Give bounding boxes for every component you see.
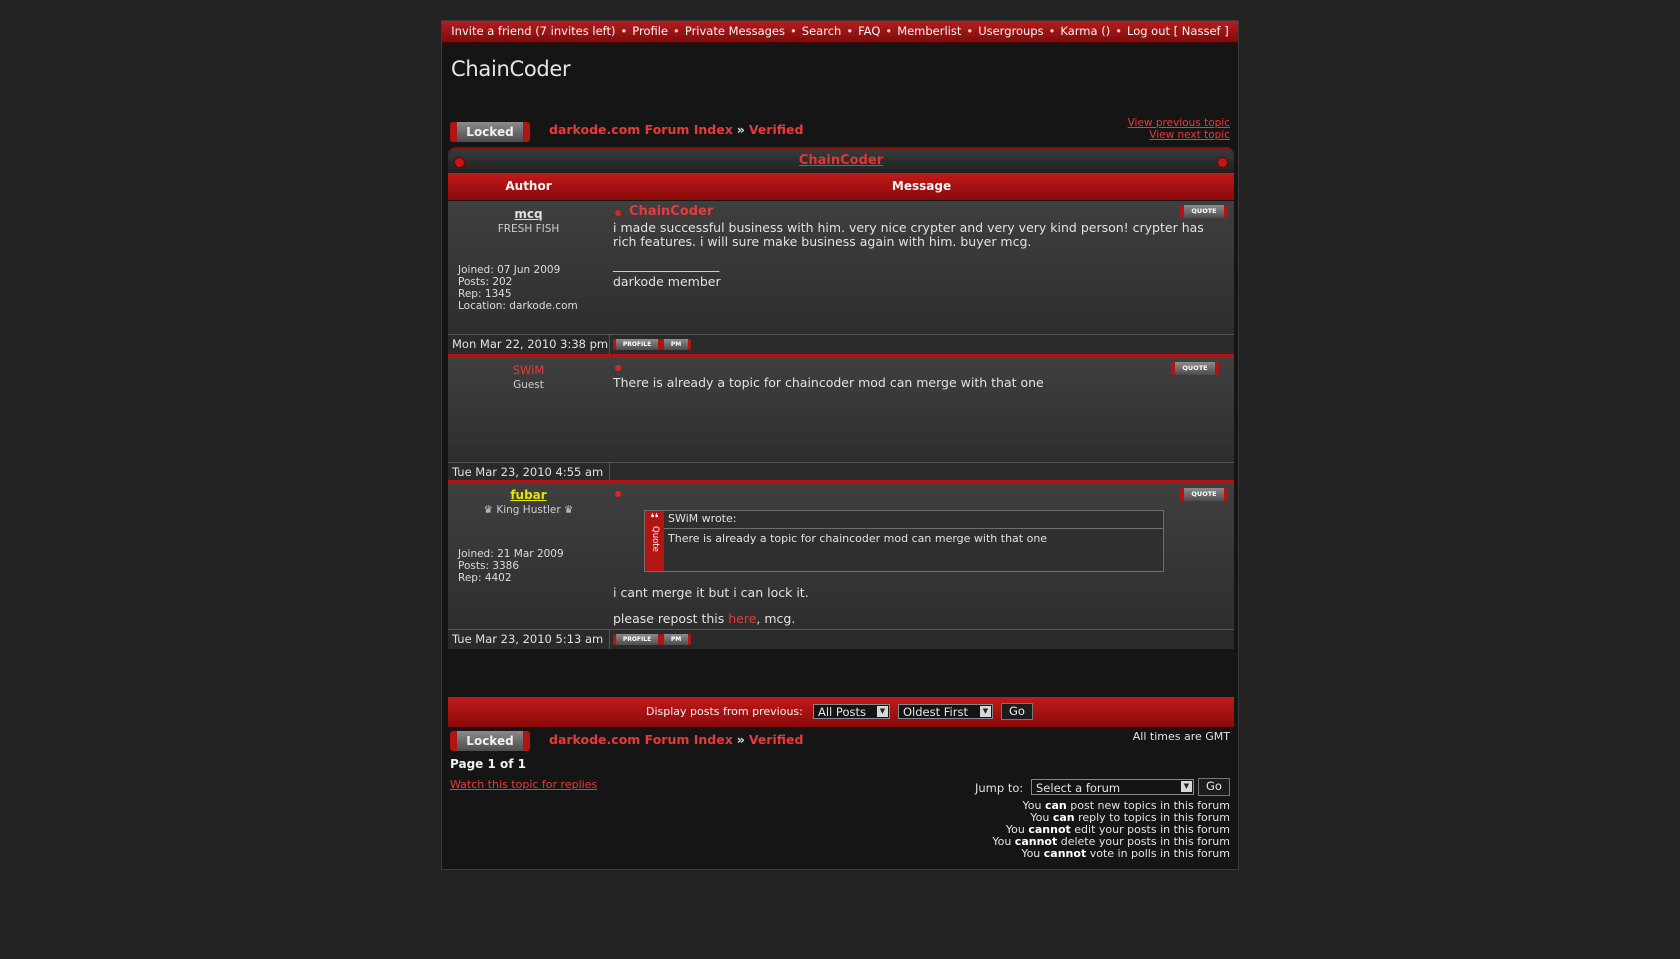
posts-period-value: All Posts [818,705,866,719]
display-options-bar [448,697,1234,727]
post-2 [448,358,1234,462]
post-message-panel [609,358,1234,462]
nav-sep: • [1048,24,1056,38]
display-posts-label: Display posts from previous: [646,705,803,718]
pagination: Page 1 of 1 [450,757,526,771]
post-signature: darkode member [613,274,721,289]
jump-go-button[interactable]: Go [1198,778,1230,796]
locked-button-bottom[interactable]: Locked [450,731,530,751]
view-next-topic-link[interactable]: View next topic [1149,129,1230,141]
post-3 [448,484,1234,629]
author-column-header: Author [505,179,552,193]
nav-sep: • [1115,24,1122,38]
permission-line: You can post new topics in this forum [1022,799,1230,812]
post-author-panel [448,201,610,334]
posts-period-select[interactable] [813,704,890,719]
breadcrumb-separator: » [736,122,745,137]
nav-usergroups[interactable]: Usergroups [978,24,1044,38]
nav-search[interactable]: Search [801,24,842,38]
post-body: There is already a topic for chaincoder mod can merge with that one [613,375,1044,390]
breadcrumb-separator: » [736,732,745,747]
author-rep: Rep: 1345 [458,288,512,300]
nav-invite[interactable]: Invite a friend (7 invites left) [451,24,616,38]
nav-sep: • [620,24,628,38]
message-column-header: Message [891,179,952,193]
nav-logout[interactable]: Log out [ Nassef ] [1126,24,1229,38]
author-rank: Guest [513,379,544,391]
breadcrumb-verified[interactable]: Verified [748,732,804,747]
column-headers [448,173,1234,200]
author-info [458,264,578,312]
body-text-pre: please repost this [613,611,729,626]
profile-button[interactable]: PROFILE [613,339,661,350]
post-message-panel [609,484,1234,629]
breadcrumb-bottom [549,732,803,747]
permission-line: You cannot delete your posts in this forum [992,835,1230,848]
profile-button[interactable]: PROFILE [613,634,661,645]
author-rank: ♛ King Hustler ♛ [483,504,574,516]
nav-sep: • [885,24,893,38]
quote-marks-icon: ❛❛ [650,511,659,525]
footer-divider [609,335,610,354]
top-navigation [442,21,1238,43]
post-3-footer [448,629,1234,649]
author-rank: FRESH FISH [497,223,560,235]
pm-button[interactable]: PM [661,339,691,350]
permission-line: You cannot edit your posts in this forum [1005,823,1230,836]
breadcrumb [549,122,803,137]
topic-header [448,147,1234,173]
permission-line: You can reply to topics in this forum [1030,811,1230,824]
author-name-link[interactable]: fubar [510,488,547,502]
permission-line: You cannot vote in polls in this forum [1021,847,1230,860]
quote-button[interactable]: QUOTE [1171,362,1219,375]
jump-forum-value: Select a forum [1036,781,1121,795]
nav-sep: • [846,24,854,38]
post-2-footer [448,462,1234,482]
forum-permissions [992,800,1230,860]
author-posts: Posts: 202 [458,276,513,288]
forum-container [441,20,1239,870]
nav-private-messages[interactable]: Private Messages [684,24,785,38]
author-posts: Posts: 3386 [458,560,520,572]
post-body-line-1: i cant merge it but i can lock it. [613,585,809,600]
author-rep: Rep: 4402 [458,572,512,584]
topic-title-link[interactable]: ChainCoder [798,153,884,168]
post-date: Mon Mar 22, 2010 3:38 pm [452,337,609,351]
nav-sep: • [790,24,797,38]
author-info [458,548,564,584]
topic-navigation [1128,117,1230,141]
post-author-panel [448,358,610,462]
breadcrumb-verified[interactable]: Verified [748,122,804,137]
author-joined: Joined: 21 Mar 2009 [458,548,564,560]
author-location: Location: darkode.com [458,300,578,312]
nav-profile[interactable]: Profile [632,24,669,38]
post-bullet-icon [615,491,621,497]
jump-forum-select[interactable] [1031,779,1194,795]
post-bullet-icon [615,365,621,371]
watch-topic-link[interactable]: Watch this topic for replies [450,778,598,791]
page-title: ChainCoder [451,57,571,81]
post-bullet-icon [615,210,621,216]
locked-button[interactable]: Locked [450,122,530,142]
breadcrumb-forum-index[interactable]: darkode.com Forum Index [549,732,733,747]
footer-divider [609,630,610,649]
post-author-panel [448,484,610,629]
chevron-down-icon: ▼ [1181,781,1192,792]
display-go-button[interactable]: Go [1001,703,1033,720]
nav-karma[interactable]: Karma () [1060,24,1111,38]
author-name: SWiM [512,363,545,377]
nav-sep: • [966,24,974,38]
body-text-post: , mcg. [756,611,796,626]
author-name-link[interactable]: mcq [514,207,543,221]
sort-order-select[interactable] [898,704,993,719]
chevron-down-icon: ▼ [980,706,991,717]
header-right-dot-icon [1217,157,1228,168]
post-subject: ChainCoder [629,204,714,219]
quote-author-line: SWiM wrote: [664,511,1163,529]
post-1-footer [448,334,1234,354]
pm-button[interactable]: PM [661,634,691,645]
view-previous-topic-link[interactable]: View previous topic [1127,117,1230,129]
quote-button[interactable]: QUOTE [1180,488,1228,501]
post-body-line-2 [613,612,795,626]
header-left-dot-icon [454,157,465,168]
quote-side-bar [645,511,664,571]
post-1 [448,201,1234,334]
here-link[interactable]: here [728,611,757,626]
post-message-panel [609,201,1234,334]
nav-sep: • [673,24,680,38]
quote-text: There is already a topic for chaincoder mod can merge with that one [668,532,1048,545]
post-date: Tue Mar 23, 2010 4:55 am [452,465,604,479]
post-date: Tue Mar 23, 2010 5:13 am [452,632,604,646]
chevron-down-icon: ▼ [877,706,888,717]
author-joined: Joined: 07 Jun 2009 [458,264,561,276]
nav-faq[interactable]: FAQ [858,24,881,38]
sort-order-value: Oldest First [903,705,968,719]
timezone-note: All times are GMT [1132,730,1230,743]
quote-side-label: Quote [650,526,660,552]
breadcrumb-forum-index[interactable]: darkode.com Forum Index [549,122,733,137]
quote-block [644,510,1164,572]
jump-to-label: Jump to: [975,781,1024,795]
nav-memberlist[interactable]: Memberlist [897,24,962,38]
quote-button[interactable]: QUOTE [1180,205,1228,218]
signature-separator: _________________ [613,257,720,272]
post-body: i made successful business with him. very nice crypter and very very kind person! crypter has rich features. i will sure make business again with him. buyer mcg. [613,220,1204,249]
